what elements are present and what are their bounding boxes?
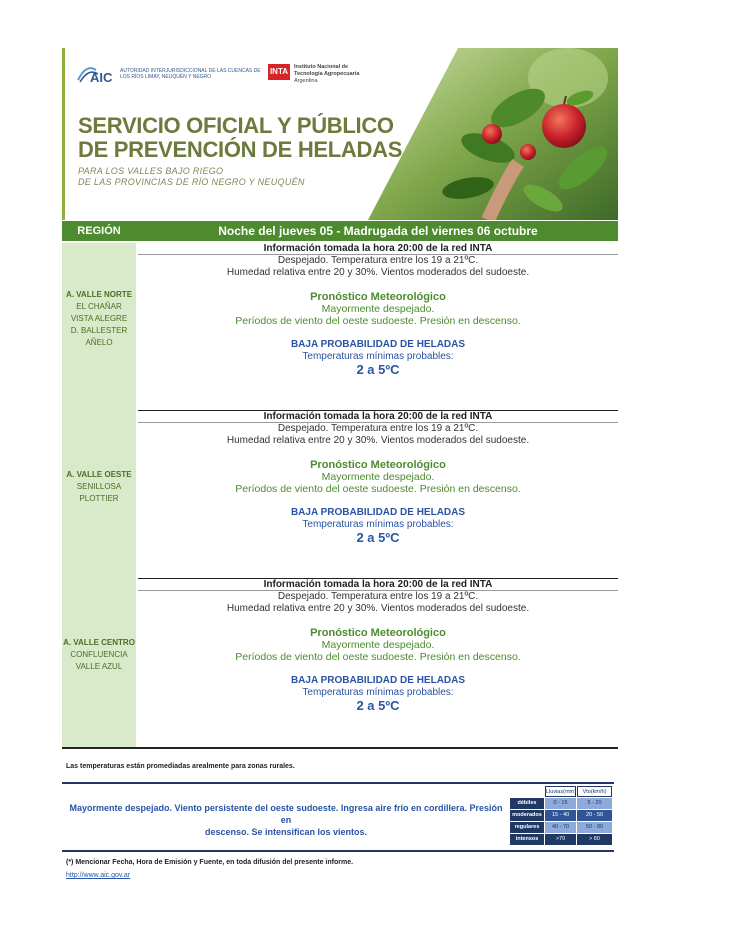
min-temp-label: Temperaturas mínimas probables: [302,687,454,698]
frost-risk-label: BAJA PROBABILIDAD DE HELADAS [290,339,466,350]
aic-logo-text: AIC [90,70,113,85]
page-subtitle-line: PARA LOS VALLES BAJO RIEGO [78,166,224,176]
observation-line: Humedad relativa entre 20 y 30%. Vientos moderados del sudoeste. [226,267,530,278]
legend-label: débiles [510,798,544,809]
min-temp-label: Temperaturas mínimas probables: [302,519,454,530]
inta-name-line: Argentina [294,78,318,84]
region-forecast [138,243,618,378]
legend-label: moderados [510,810,544,821]
region-place: D. BALLESTER [70,326,128,335]
frost-risk-label: BAJA PROBABILIDAD DE HELADAS [290,507,466,518]
region-cell [62,411,136,579]
region-forecast [138,410,618,546]
summary-line: descenso. Se intensifican los vientos. [204,827,368,837]
apple-tree-photo [368,48,618,220]
region-place: SENILLOSA [76,482,122,491]
forecast-title: Pronóstico Meteorológico [310,459,446,471]
info-source-header: Información tomada la hora 20:00 de la red INTA [138,410,618,423]
aic-logo-mark [76,62,116,86]
observation-line: Despejado. Temperatura entre los 19 a 21ºC. [277,591,479,602]
legend-header-rain: Lluvias(mm) [545,786,576,797]
min-temp-value: 2 a 5ºC [356,530,400,545]
forecast-line: Mayormente despejado. [321,303,435,315]
region-cell [62,579,136,747]
legend-row [510,810,612,821]
observation-line: Despejado. Temperatura entre los 19 a 21ºC. [277,255,479,266]
forecast-line: Períodos de viento del oeste sudoeste. Presión en descenso. [235,315,521,327]
legend-header-wind: Vto(km/h) [577,786,612,797]
legend-wind: 20 - 50 [577,810,612,821]
legend-label: regulares [510,822,544,833]
region-name: A. VALLE OESTE [66,470,132,479]
footnote: (*) Mencionar Fecha, Hora de Emisión y Fuente, en toda difusión del presente informe. [66,859,354,866]
forecast-line: Mayormente despejado. [321,471,435,483]
legend-rain: 0 - 15 [545,798,576,809]
legend-row [510,798,612,809]
averaging-note: Las temperaturas están promediadas arealmente para zonas rurales. [66,763,295,770]
table-header [62,221,618,241]
legend-wind: 5 - 20 [577,798,612,809]
legend-rain: 15 - 40 [545,810,576,821]
legend-rain: >70 [545,834,576,845]
region-name: A. VALLE NORTE [65,290,133,299]
page-title-line: SERVICIO OFICIAL Y PÚBLICO [78,113,394,138]
table-bottom-rule [62,747,618,749]
legend-label: intensos [510,834,544,845]
legend-wind: 50 - 80 [577,822,612,833]
region-place: VISTA ALEGRE [70,314,128,323]
report-header [62,48,618,220]
region-forecast [138,578,618,714]
observation-line: Humedad relativa entre 20 y 30%. Vientos moderados del sudoeste. [226,603,530,614]
column-header-region: REGIÓN [77,225,121,237]
inta-name-line: Instituto Nacional de [294,64,349,70]
min-temp-value: 2 a 5ºC [356,362,400,377]
legend-rain: 40 - 70 [545,822,576,833]
header-accent-bar [62,48,65,220]
region-place: PLOTTIER [79,494,119,503]
forecast-line: Períodos de viento del oeste sudoeste. Presión en descenso. [235,651,521,663]
region-name: A. VALLE CENTRO [63,638,135,647]
frost-risk-label: BAJA PROBABILIDAD DE HELADAS [290,675,466,686]
summary-line: Mayormente despejado. Viento persistente del oeste sudoeste. Ingresa aire frío en cordillera. Presión en [69,803,503,825]
region-label [62,289,136,349]
legend-wind: > 80 [577,834,612,845]
legend-row [510,822,612,833]
min-temp-label: Temperaturas mínimas probables: [302,351,454,362]
region-place: AÑELO [85,338,113,347]
observation-line: Humedad relativa entre 20 y 30%. Vientos moderados del sudoeste. [226,435,530,446]
summary-text [68,802,504,838]
forecast-line: Mayormente despejado. [321,639,435,651]
page-title [78,114,402,162]
region-cell [62,243,136,411]
aic-name: AUTORIDAD INTERJURISDICCIONAL DE LAS CUENCAS DE LOS RÍOS LIMAY, NEUQUÉN Y NEGRO [120,68,261,80]
forecast-title: Pronóstico Meteorológico [310,627,446,639]
legend-row [510,834,612,845]
page-subtitle-line: DE LAS PROVINCIAS DE RÍO NEGRO Y NEUQUÉN [78,177,305,187]
region-place: VALLE AZUL [75,662,123,671]
summary-box [62,782,614,852]
info-source-header: Información tomada la hora 20:00 de la red INTA [138,578,618,591]
legend-header-row [510,786,612,797]
page-subtitle [78,166,305,188]
observation-line: Despejado. Temperatura entre los 19 a 21ºC. [277,423,479,434]
min-temp-value: 2 a 5ºC [356,698,400,713]
inta-logo-mark: INTA [268,64,290,80]
legend-header [510,786,544,797]
region-place: CONFLUENCIA [70,650,128,659]
region-label [62,469,136,505]
column-header-period: Noche del jueves 05 - Madrugada del viernes 06 octubre [218,224,538,238]
aic-logo [76,62,266,86]
page-title-line: DE PREVENCIÓN DE HELADAS [78,137,403,162]
aic-website-link[interactable]: http://www.aic.gov.ar [66,872,131,879]
forecast-line: Períodos de viento del oeste sudoeste. Presión en descenso. [235,483,521,495]
inta-name-line: Tecnología Agropecuaria [294,71,360,77]
region-place: EL CHAÑAR [76,302,122,311]
region-label [62,637,136,673]
info-source-header: Información tomada la hora 20:00 de la red INTA [138,243,618,255]
forecast-title: Pronóstico Meteorológico [310,291,446,303]
